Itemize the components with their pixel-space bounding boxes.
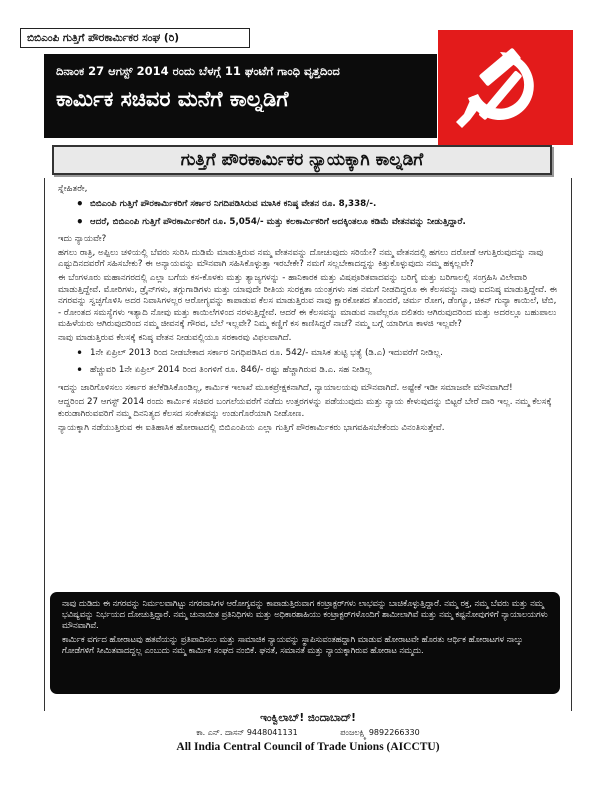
body-paragraph: ನ್ಯಾಯಕ್ಕಾಗಿ ನಡೆಯುತ್ತಿರುವ ಈ ಐತಿಹಾಸಿಕ ಹೋರಾಟದಲ್ಲಿ ಬಿಬಿಎಂಪಿಯ ಎಲ್ಲಾ ಗುತ್ತಿಗೆ ಪೌರಕಾರ್ಮಿಕರು ಭಾಗವಹಿಸಬೇಕೆಂದು ವಿನಂತಿಸುತ್ತೇವೆ. [58,422,445,433]
wage-fact-item: • ಬಿಬಿಎಂಪಿ ಗುತ್ತಿಗೆ ಪೌರಕಾರ್ಮಿಕರಿಗೆ ಸರ್ಕಾರ ನಿಗದಿಪಡಿಸಿರುವ ಮಾಸಿಕ ಕನಿಷ್ಠ ವೇತನ ರೂ. 8,338/-. [76,199,562,210]
wage-facts-list [76,199,562,228]
org-name-label: ಬಿಬಿಎಂಪಿ ಗುತ್ತಿಗೆ ಪೌರಕಾರ್ಮಿಕರ ಸಂಘ (ರಿ) [20,28,250,48]
flyer-body [58,184,562,437]
question-heading: ಇದು ನ್ಯಾಯವೇ? [58,234,107,245]
footer [44,712,572,753]
body-paragraph: ನಾವು ಮಾಡುತ್ತಿರುವ ಕೆಲಸಕ್ಕೆ ಕನಿಷ್ಠ ವೇತನ ನೀಡುವಲ್ಲಿಯೂ ಸರಕಾರವು ವಿಫಲವಾಗಿದೆ. [58,333,292,344]
da-facts-list [76,348,562,377]
contact-dasan: ಕಾ. ಎನ್. ದಾಸನ್ 9448041131 [196,728,298,737]
emblem-panel [438,30,573,145]
salutation: ಸ್ನೇಹಿತರೇ, [58,184,88,194]
march-title: ಕಾರ್ಮಿಕ ಸಚಿವರ ಮನೆಗೆ ಕಾಲ್ನಡಿಗೆ [56,87,289,111]
body-paragraph: ಆದ್ದರಿಂದ 27 ಆಗಸ್ಟ್ 2014 ರಂದು ಕಾರ್ಮಿಕ ಸಚಿವರ ಬಂಗಲೆಯವರೆಗೆ ನಡೆದು ಉತ್ತರಗಳನ್ನು ಪಡೆಯುವುದು ಮತ್ತು ನ್ಯಾಯ ಕೇಳುವುದನ್ನು ಬಿಟ್ಟರೆ ಬೇರೆ ದಾರಿ ಇಲ್ಲ. ನಮ್ಮ ಕೆಲಸಕ್ಕೆ ಕುರುಡಾಗಿರುವವರಿಗೆ ನಮ್ಮ ದಿನನಿತ್ಯದ ಕೆಲಸದ ಸಂಕೇತವನ್ನು ಉಡುಗೊರೆಯಾಗಿ ನೀಡೋಣ. [58,397,552,419]
hammer-and-sickle-icon [438,30,573,145]
body-paragraph: ಇದನ್ನು ಜಾರಿಗೊಳಿಸಲು ಸರ್ಕಾರ ತಲೆಕೆಡಿಸಿಕೊಂಡಿಲ್ಲ, ಕಾರ್ಮಿಕ ಇಲಾಖೆ ಮೂಕಪ್ರೇಕ್ಷಕನಾಗಿದೆ, ನ್ಯಾಯಾಲಯವು ಮೌನವಾಗಿದೆ. ಅಷ್ಟೇಕೆ ಇಡೀ ಸಮಾಜವೇ ಮೌನವಾಗಿದೆ! [58,382,513,393]
statement-paragraph: ಕಾರ್ಮಿಕ ವರ್ಗದ ಹೋರಾಟವು ಹತವೆಯನ್ನು ಪ್ರತಿಪಾದಿಸಲು ಮತ್ತು ಸಾಮಾಜಿಕ ನ್ಯಾಯವನ್ನು ಸ್ಥಾಪಿಸುವಂತಹದ್ದಾಗಿ ಮಾಡುವ ಹೋರಾಟವೇ ಹೊರತು ಆರ್ಥಿಕ ಹೋರಾಟಗಳ ನಾಲ್ಕು ಗೋಡೆಗಳಿಗೆ ಸೀಮಿತವಾದದ್ದಲ್ಲ ಎಂಬುದು ನಮ್ಮ ಕಾರ್ಮಿಕ ಸಂಘದ ನಂಬಿಕೆ. ಘನತೆ, ಸಮಾನತೆ ಮತ್ತು ನ್ಯಾಯಕ್ಕಾಗಿರುವ ಹೋರಾಟ ನಮ್ಮದು. [62,633,523,655]
slogan: ಇಂಕ್ವಿಲಾಬ್! ಜಿಂದಾಬಾದ್! [260,712,356,724]
wage-fact-item: • ಆದರೆ, ಬಿಬಿಎಂಪಿ ಗುತ್ತಿಗೆ ಪೌರಕಾರ್ಮಿಕರಿಗೆ ರೂ. 5,054/- ಮತ್ತು ಕಲಕಾರ್ಮಿಕರಿಗೆ ಅದಕ್ಕಿಂತಲೂ ಕಡಿಮೆ ವೇತನವನ್ನು ನೀಡುತ್ತಿದ್ದಾರೆ. [76,217,562,228]
statement-paragraph: ನಾವು ದುಡಿದು ಈ ನಗರವನ್ನು ನಿರ್ಮಲವಾಗಿಟ್ಟು ನಗರವಾಸಿಗಳ ಆರೋಗ್ಯವನ್ನು ಕಾಪಾಡುತ್ತಿರುವಾಗ ಕಂಟ್ರಾಕ್ಟರ್‌ಗಳು ಲಾಭವನ್ನು ಬಾಚಿಕೊಳ್ಳುತ್ತಿದ್ದಾರೆ. ನಮ್ಮ ರಕ್ತ, ನಮ್ಮ ಬೆವರು ಮತ್ತು ನಮ್ಮ ಭವಿಷ್ಯವನ್ನು ನಿರ್ಭಯದ ದೋಚುತ್ತಿದ್ದಾರೆ. ನಮ್ಮ ಚುನಾಯಿತ ಪ್ರತಿನಿಧಿಗಳು ಮತ್ತು ಅಧಿಕಾರಶಾಹಿಯು ಕಂಟ್ರಾಕ್ಟರ್‌ಗಳೊಂದಿಗೆ ಶಾಮೀಲಾಗಿವೆ ಮತ್ತು ನಮ್ಮ ಕಷ್ಟನೋವುಗಳಿಗೆ ನ್ಯಾಯಾಲಯಗಳು ಮೌನವಾಗಿವೆ. [62,598,548,631]
contacts [44,728,572,738]
event-date-line: ದಿನಾಂಕ 27 ಆಗಸ್ಟ್ 2014 ರಂದು ಬೆಳಗ್ಗೆ 11 ಘಂಟೆಗೆ ಗಾಂಧಿ ವೃತ್ತದಿಂದ [56,64,340,78]
contact-panjalakshmi: ಪಂಜಲಕ್ಷ್ಮಿ 9892266330 [340,728,420,737]
da-fact-item: • 1ನೇ ಏಪ್ರಿಲ್ 2013 ರಿಂದ ನೀಡಬೇಕಾದ ಸರ್ಕಾರ ನಿಗಧಿಪಡಿಸಿದ ರೂ. 542/- ಮಾಸಿಕ ತುಟ್ಟಿ ಭತ್ಯೆ (ಡಿ.ಎ) ಇದುವರೆಗೆ ನೀಡಿಲ್ಲ. [76,348,562,359]
body-paragraph: ಹಗಲು ರಾತ್ರಿ, ಅಪ್ಪಿಲು ಚಳಿಯಲ್ಲಿ ಬೆವರು ಸುರಿಸಿ ದುಡಿಮೆ ಮಾಡುತ್ತಿರುವ ನಮ್ಮ ವೇತನವನ್ನು ದೋಚುವುದು ಸರಿಯೇ? ನಮ್ಮ ವೇತನದಲ್ಲಿ ಹಗಲು ದರೋಡೆ ಆಗುತ್ತಿರುವುದನ್ನು ನಾವು ಎಷ್ಟುದಿನದವರೆಗೆ ಸಹಿಸಬೇಕು? ಈ ಅನ್ಯಾಯವನ್ನು ಮೌನವಾಗಿ ಸಹಿಸಿಕೊಳ್ಳುತ್ತಾ ಇರಬೇಕೇ? ನಮಗೆ ಸಲ್ಲಬೇಕಾದದ್ದನ್ನು ಕಿತ್ತುಕೊಳ್ಳುವುದು ನಮ್ಮ ಹಕ್ಕಲ್ಲವೇ? [58,247,544,270]
event-banner [44,54,437,138]
flyer-title: ಗುತ್ತಿಗೆ ಪೌರಕಾರ್ಮಿಕರ ನ್ಯಾಯಕ್ಕಾಗಿ ಕಾಲ್ನಡಿಗೆ [52,145,552,175]
union-name: All India Central Council of Trade Unions (AICCTU) [176,741,440,753]
da-fact-item: • ಹೆಚ್ಚುವರಿ 1ನೇ ಏಪ್ರಿಲ್ 2014 ರಿಂದ ತಿಂಗಳಿಗೆ ರೂ. 846/- ರಷ್ಟು ಹೆಚ್ಚಾಗಿರುವ ಡಿ.ಎ. ಸಹ ನೀಡಿಲ್ಲ [76,365,562,376]
statement-box [50,592,560,694]
body-paragraph: ಈ ಬೆಂಗಳೂರು ಮಹಾನಗರದಲ್ಲಿ ಎಲ್ಲಾ ಬಗೆಯ ಕಸ-ಕೊಳಕು ಮತ್ತು ತ್ಯಾಜ್ಯಗಳನ್ನು - ಹಾನಿಕಾರಕ ಮತ್ತು ವಿಷಪೂರಿತವಾದವನ್ನು ಬರಿಗೈ ಮತ್ತು ಬರಿಗಾಲಲ್ಲಿ ಸಂಗ್ರಹಿಸಿ ವಿಲೇವಾರಿ ಮಾಡುತ್ತಿದ್ದೇವೆ. ಮೋರಿಗಳು, ಡ್ರೈನ್‍ಗಳು, ತಗ್ಗುಗಾಡಿಗಳು ಮತ್ತು ಯಾವುದೇ ರೀತಿಯ ಸುರಕ್ಷತಾ ಯಂತ್ರಗಳು ಸಹ ನಮಗೆ ನೀಡದಿದ್ದರೂ ಈ ಕೆಲಸವನ್ನು ನಾವು ಐದನಿಷ್ಠ ಮಾಡುತ್ತಿದ್ದೇವೆ. ಈ ನಗರವನ್ನು ಸ್ವಚ್ಛಗೊಳಿಸಿ ಅದರ ನಿವಾಸಿಗಳಲ್ಲರ ಆರೋಗ್ಯವನ್ನು ಕಾಪಾಡುವ ಕೆಲಸ ಮಾಡುತ್ತಿರುವ ನಾವು ಕ್ಷಾರಕೋಶದ ತೊಂದರೆ, ಚರ್ಮ ರೋಗ, ಡೆಂಗ್ಯೂ, ಚಿಕನ್ ಗುನ್ಯಾ ಕಾಯಿಲೆ, ಟೆಬಿ, - ರೋಂತದ ಸಮಸ್ಯೆಗಳು ಇತ್ಯಾದಿ ನೋವು ಮತ್ತು ಕಾಯಿಲೆಗಳಿಂದ ನರಳುತ್ತಿದ್ದೇವೆ. ಆದರೆ ಈ ಕೆಲಸವನ್ನು ಮಾಡುವ ನಾವೆಲ್ಲರೂ ದಲಿತರು ಆಗಿರುವುದರಿಂದ ಮತ್ತು ಅದರಲ್ಲೂ ಬಹುಪಾಲು ಮಹಿಳೆಯರು ಆಗಿರುವುದರಿಂದ ನಮ್ಮ ಜೀವನಕ್ಕೆ ಗೌರವ, ಬೆಲೆ ಇಲ್ಲವೇ? ನಿಮ್ಮ ಕಣ್ಣಿಗೆ ಕಸ ಕಾಣಿಸಿದ್ದರೆ ನಾಚೆ? ನಮ್ಮ ಬಗ್ಗೆ ಯಾರಿಗೂ ಕಾಳಜಿ ಇಲ್ಲವೇ? [58,273,557,330]
